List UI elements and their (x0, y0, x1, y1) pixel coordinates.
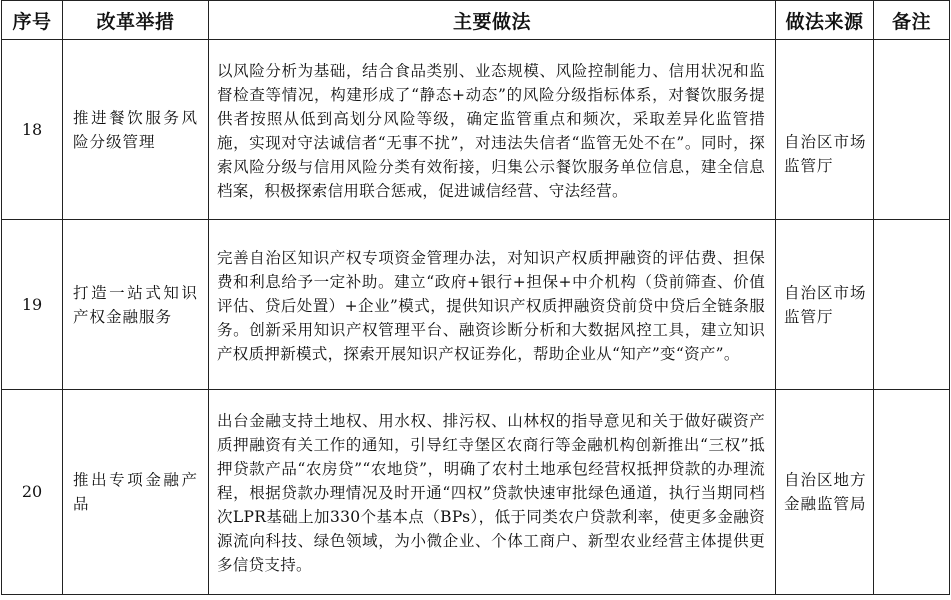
remark (874, 40, 950, 220)
reform-measure: 推进餐饮服务风险分级管理 (63, 40, 209, 220)
reform-measure: 推出专项金融产品 (63, 390, 209, 595)
reform-measure: 打造一站式知识产权金融服务 (63, 220, 209, 390)
table-row (2, 220, 950, 390)
reform-measures-table (1, 0, 950, 595)
main-practice: 完善自治区知识产权专项资金管理办法，对知识产权质押融资的评估费、担保费和利息给予一定补助。建立“政府+银行+担保+中介机构（贷前筛查、价值评估、贷后处置）+企业”模式，提供知识产权质押融资贷前贷中贷后全链条服务。创新采用知识产权管理平台、融资诊断分析和大数据风控工具，建立知识产权质押新模式，探索开展知识产权证券化，帮助企业从“知产”变“资产”。 (209, 220, 776, 390)
table-row (2, 390, 950, 595)
practice-source: 自治区地方金融监管局 (776, 390, 874, 595)
header-row (2, 1, 950, 40)
table-row (2, 40, 950, 220)
practice-source-text: 自治区市场监管厅 (784, 132, 867, 175)
practice-source: 自治区市场监管厅 (776, 220, 874, 390)
main-practice: 出台金融支持土地权、用水权、排污权、山林权的指导意见和关于做好碳资产质押融资有关工作的通知，引导红寺堡区农商行等金融机构创新推出“三权”抵押贷款产品“农房贷”“农地贷”，明确了农村土地承包经营权抵押贷款的办理流程，根据贷款办理情况及时开通“四权”贷款快速审批绿色通道，执行当期同档次LPR基础上加330个基本点（BPs），低于同类农户贷款利率，使更多金融资源流向科技、绿色领域，为小微企业、个体工商户、新型农业经营主体提供更多信贷支持。 (209, 390, 776, 595)
remark (874, 390, 950, 595)
row-number: 20 (2, 390, 63, 595)
header-no: 序号 (2, 1, 63, 40)
header-content: 主要做法 (209, 1, 776, 40)
row-number: 19 (2, 220, 63, 390)
main-practice: 以风险分析为基础，结合食品类别、业态规模、风险控制能力、信用状况和监督检查等情况，构建形成了“静态+动态”的风险分级指标体系，对餐饮服务提供者按照从低到高划分风险等级，确定监管重点和频次，采取差异化监管措施，实现对守法诚信者“无事不扰”，对违法失信者“监管无处不在”。同时，探索风险分级与信用风险分类有效衔接，归集公示餐饮服务单位信息，建全信息档案，积极探索信用联合惩戒，促进诚信经营、守法经营。 (209, 40, 776, 220)
header-source: 做法来源 (776, 1, 874, 40)
remark (874, 220, 950, 390)
row-number: 18 (2, 40, 63, 220)
header-note: 备注 (874, 1, 950, 40)
header-measure: 改革举措 (63, 1, 209, 40)
practice-source (776, 40, 874, 220)
